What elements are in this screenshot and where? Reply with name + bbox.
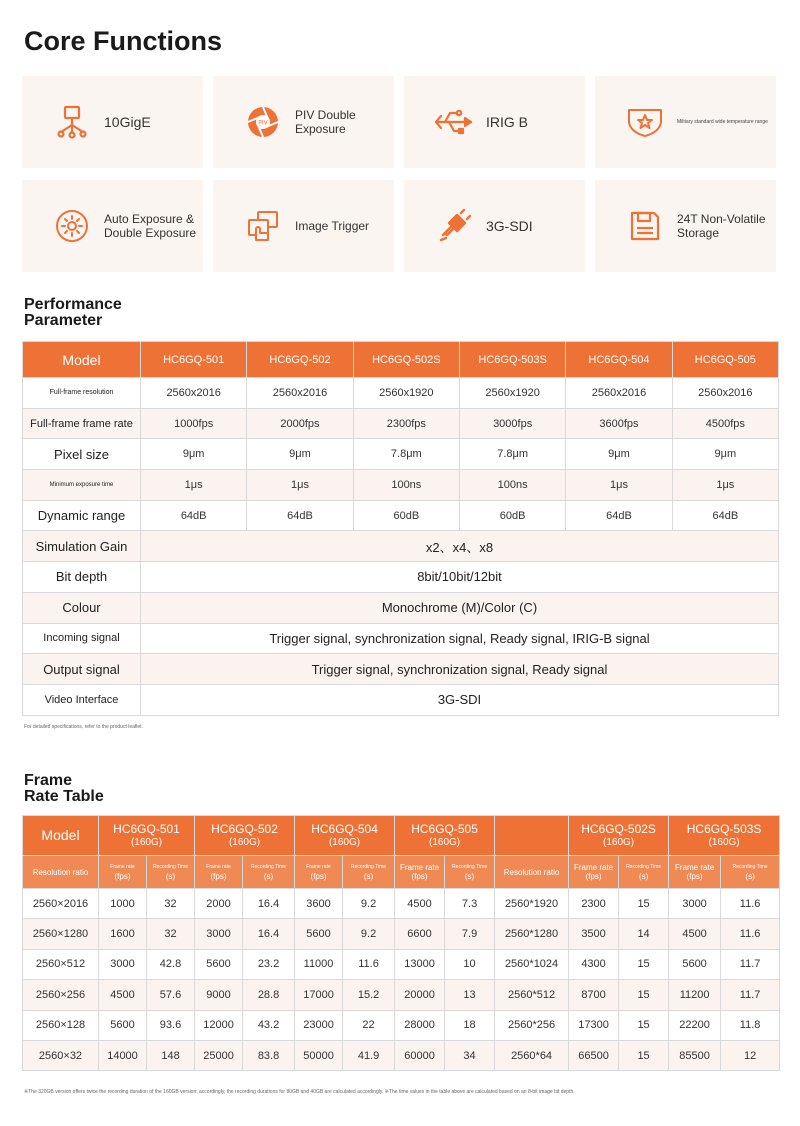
value-cell: 11.7 [721, 949, 780, 979]
fps-unit: (fps) [310, 872, 327, 881]
value-cell: 1μs [247, 470, 353, 501]
frame-rate-table [22, 815, 780, 1071]
fps-header [395, 856, 445, 889]
span-value-cell: 3G-SDI [141, 684, 779, 715]
performance-title-line1: Performance [24, 296, 122, 313]
value-cell: 2300 [569, 889, 619, 919]
value-cell: 12000 [195, 1010, 243, 1040]
fps-unit: (fps) [114, 872, 131, 881]
value-cell: 28000 [395, 1010, 445, 1040]
value-cell: 10 [445, 949, 495, 979]
core-functions-title: Core Functions [24, 26, 223, 56]
value-cell: 66500 [569, 1040, 619, 1070]
param-cell: Full-frame frame rate [23, 408, 141, 439]
model-capacity: (160G) [328, 836, 361, 848]
feature-label: Image Trigger [295, 219, 370, 233]
value-cell: 25000 [195, 1040, 243, 1070]
value-cell: 22 [343, 1010, 395, 1040]
model-capacity: (160G) [130, 836, 163, 848]
fps-unit: (fps) [411, 872, 428, 881]
storage-icon [625, 206, 665, 246]
value-cell: 2000 [195, 889, 243, 919]
value-cell: 3000fps [459, 408, 565, 439]
feature-label: PIV Double Exposure [295, 108, 356, 136]
resolution-cell: 2560×1280 [23, 919, 99, 949]
feature-label: 10GigE [104, 114, 151, 130]
value-cell: 2560x2016 [566, 378, 672, 409]
fps-header [569, 856, 619, 889]
value-cell: 4500 [669, 919, 721, 949]
value-cell: 15 [619, 1040, 669, 1070]
value-cell: 1000 [99, 889, 147, 919]
model-cell [99, 816, 195, 856]
value-cell: 1μs [566, 470, 672, 501]
model-cell [195, 816, 295, 856]
value-cell: 4500 [99, 980, 147, 1010]
fps-label: Frame rate [675, 863, 715, 872]
value-cell: 4300 [569, 949, 619, 979]
feature-label: Auto Exposure & Double Exposure [104, 212, 197, 240]
value-cell: 41.9 [343, 1040, 395, 1070]
rec-header [147, 856, 195, 889]
fps-label: Frame rate [206, 864, 231, 870]
resolution-cell: 2560*1024 [495, 949, 569, 979]
param-cell: Pixel size [23, 439, 141, 470]
rec-header [243, 856, 295, 889]
resolution-cell: 2560×32 [23, 1040, 99, 1070]
value-cell: 3500 [569, 919, 619, 949]
value-cell: 5600 [669, 949, 721, 979]
frame-rate-model-row [23, 816, 780, 856]
value-cell: 22200 [669, 1010, 721, 1040]
feature-card-10gige [22, 76, 203, 168]
value-cell: 1000fps [141, 408, 247, 439]
model-cell: HC6GQ-505 [672, 342, 778, 378]
table-row [23, 470, 779, 501]
value-cell: 34 [445, 1040, 495, 1070]
param-cell: Minimum exposure time [23, 470, 141, 501]
span-value-cell: Trigger signal, synchronization signal, Ready signal [141, 654, 779, 685]
value-cell: 11.6 [343, 949, 395, 979]
value-cell: 9μm [247, 439, 353, 470]
value-cell: 11000 [295, 949, 343, 979]
value-cell: 5600 [195, 949, 243, 979]
value-cell: 3600 [295, 889, 343, 919]
model-name: HC6GQ-504 [311, 821, 378, 836]
feature-card-storage [595, 180, 776, 272]
fps-header [99, 856, 147, 889]
value-cell: 7.8μm [459, 439, 565, 470]
rec-header [721, 856, 780, 889]
fps-header [195, 856, 243, 889]
performance-title-line2: Parameter [24, 312, 103, 329]
value-cell: 17300 [569, 1010, 619, 1040]
table-row [23, 980, 780, 1010]
frame-rate-title-line2: Rate Table [24, 788, 104, 805]
sun-icon [52, 206, 92, 246]
model-header: Model [23, 816, 99, 856]
rec-header [343, 856, 395, 889]
param-cell: Simulation Gain [23, 531, 141, 562]
value-cell: 32 [147, 889, 195, 919]
resolution-cell: 2560×512 [23, 949, 99, 979]
rec-label: Recording Time [251, 864, 287, 870]
value-cell: 14000 [99, 1040, 147, 1070]
empty-header-cell [495, 816, 569, 856]
trigger-icon [243, 206, 283, 246]
fps-unit: (fps) [210, 872, 227, 881]
value-cell: 9μm [566, 439, 672, 470]
value-cell: 11200 [669, 980, 721, 1010]
plug-icon [434, 206, 474, 246]
resolution-cell: 2560*512 [495, 980, 569, 1010]
model-cell: HC6GQ-501 [141, 342, 247, 378]
model-header: Model [23, 342, 141, 378]
value-cell: 3000 [195, 919, 243, 949]
performance-note: For detailed specifications, refer to the product leaflet. [24, 724, 143, 730]
table-row [23, 654, 779, 685]
rec-label: Recording Time [351, 864, 387, 870]
value-cell: 50000 [295, 1040, 343, 1070]
value-cell: 64dB [566, 500, 672, 531]
value-cell: 148 [147, 1040, 195, 1070]
model-cell: HC6GQ-502S [353, 342, 459, 378]
shield-star-icon [625, 102, 665, 142]
value-cell: 1μs [141, 470, 247, 501]
value-cell: 7.3 [445, 889, 495, 919]
span-value-cell: Monochrome (M)/Color (C) [141, 592, 779, 623]
rec-unit: (s) [638, 872, 649, 881]
value-cell: 3000 [669, 889, 721, 919]
resolution-cell: 2560*1280 [495, 919, 569, 949]
aperture-icon [243, 102, 283, 142]
table-row [23, 562, 779, 593]
value-cell: 6600 [395, 919, 445, 949]
performance-table [22, 341, 779, 716]
feature-card-auto-exposure [22, 180, 203, 272]
table-row [23, 439, 779, 470]
model-cell: HC6GQ-503S [459, 342, 565, 378]
value-cell: 16.4 [243, 889, 295, 919]
value-cell: 64dB [672, 500, 778, 531]
span-value-cell: 8bit/10bit/12bit [141, 562, 779, 593]
param-cell: Dynamic range [23, 500, 141, 531]
value-cell: 2300fps [353, 408, 459, 439]
model-capacity: (160G) [708, 836, 740, 848]
value-cell: 16.4 [243, 919, 295, 949]
feature-label: 3G-SDI [486, 218, 533, 234]
value-cell: 1μs [672, 470, 778, 501]
value-cell: 18 [445, 1010, 495, 1040]
value-cell: 11.7 [721, 980, 780, 1010]
param-cell: Colour [23, 592, 141, 623]
value-cell: 100ns [459, 470, 565, 501]
rec-unit: (s) [263, 872, 274, 881]
model-name: HC6GQ-501 [113, 821, 180, 836]
value-cell: 9.2 [343, 919, 395, 949]
feature-label: 24T Non-Volatile Storage [677, 212, 766, 240]
table-row [23, 1010, 780, 1040]
value-cell: 100ns [353, 470, 459, 501]
param-cell: Bit depth [23, 562, 141, 593]
fps-header [669, 856, 721, 889]
value-cell: 2560x1920 [353, 378, 459, 409]
value-cell: 9.2 [343, 889, 395, 919]
value-cell: 42.8 [147, 949, 195, 979]
model-cell: HC6GQ-504 [566, 342, 672, 378]
value-cell: 12 [721, 1040, 780, 1070]
model-cell [669, 816, 780, 856]
feature-label: Military standard wide temperature range [677, 118, 768, 125]
model-name: HC6GQ-502S [581, 821, 656, 836]
value-cell: 2000fps [247, 408, 353, 439]
feature-card-3g-sdi [404, 180, 585, 272]
model-cell [569, 816, 669, 856]
value-cell: 2560x2016 [141, 378, 247, 409]
fps-label: Frame rate [306, 864, 331, 870]
rec-label: Recording Time [626, 864, 662, 870]
value-cell: 15 [619, 1010, 669, 1040]
value-cell: 8700 [569, 980, 619, 1010]
frame-rate-subheader-row [23, 856, 780, 889]
value-cell: 2560x2016 [247, 378, 353, 409]
span-value-cell: x2、x4、x8 [141, 531, 779, 562]
table-row [23, 408, 779, 439]
value-cell: 28.8 [243, 980, 295, 1010]
value-cell: 60dB [353, 500, 459, 531]
value-cell: 9μm [672, 439, 778, 470]
value-cell: 15 [619, 980, 669, 1010]
model-capacity: (160G) [603, 836, 635, 848]
fps-header [295, 856, 343, 889]
param-cell: Full-frame resolution [23, 378, 141, 409]
value-cell: 5600 [99, 1010, 147, 1040]
value-cell: 2560x1920 [459, 378, 565, 409]
table-row [23, 1040, 780, 1070]
value-cell: 4500fps [672, 408, 778, 439]
value-cell: 13 [445, 980, 495, 1010]
value-cell: 13000 [395, 949, 445, 979]
value-cell: 14 [619, 919, 669, 949]
value-cell: 43.2 [243, 1010, 295, 1040]
value-cell: 3000 [99, 949, 147, 979]
rec-header [445, 856, 495, 889]
value-cell: 11.6 [721, 889, 780, 919]
value-cell: 11.6 [721, 919, 780, 949]
value-cell: 23000 [295, 1010, 343, 1040]
fps-label: Frame rate [110, 864, 135, 870]
resolution-cell: 2560×128 [23, 1010, 99, 1040]
value-cell: 64dB [247, 500, 353, 531]
value-cell: 2560x2016 [672, 378, 778, 409]
param-cell: Video Interface [23, 684, 141, 715]
table-row [23, 531, 779, 562]
value-cell: 60dB [459, 500, 565, 531]
value-cell: 93.6 [147, 1010, 195, 1040]
fps-unit: (fps) [585, 872, 602, 881]
value-cell: 5600 [295, 919, 343, 949]
rec-label: Recording Time [153, 864, 189, 870]
model-name: HC6GQ-503S [686, 821, 762, 836]
frame-rate-note: ※The 320GB version offers twice the recording duration of the 160GB version; accordingly, the recording durations for 80GB and 40GB are calculated accordingly. ※The time values in the table above are calculated based on an 8-bit image bit depth. [24, 1089, 575, 1095]
value-cell: 15.2 [343, 980, 395, 1010]
network-icon [52, 102, 92, 142]
rec-label: Recording Time [452, 864, 488, 870]
fps-unit: (fps) [686, 872, 703, 881]
model-cell: HC6GQ-502 [247, 342, 353, 378]
model-capacity: (160G) [228, 836, 261, 848]
value-cell: 9μm [141, 439, 247, 470]
resolution-header: Resolution ratio [23, 856, 99, 889]
performance-header-row [23, 342, 779, 378]
frame-rate-title-line1: Frame [24, 772, 73, 789]
model-name: HC6GQ-502 [211, 821, 278, 836]
fps-label: Frame rate [399, 863, 440, 872]
value-cell: 17000 [295, 980, 343, 1010]
resolution-cell: 2560*256 [495, 1010, 569, 1040]
rec-label: Recording Time [732, 864, 768, 870]
resolution-cell: 2560×2016 [23, 889, 99, 919]
table-row [23, 592, 779, 623]
rec-unit: (s) [165, 872, 176, 881]
table-row [23, 684, 779, 715]
resolution-cell: 2560×256 [23, 980, 99, 1010]
performance-title [24, 297, 122, 329]
rec-header [619, 856, 669, 889]
table-row [23, 378, 779, 409]
resolution-cell: 2560*64 [495, 1040, 569, 1070]
value-cell: 11.8 [721, 1010, 780, 1040]
value-cell: 20000 [395, 980, 445, 1010]
value-cell: 1600 [99, 919, 147, 949]
value-cell: 3600fps [566, 408, 672, 439]
value-cell: 23.2 [243, 949, 295, 979]
value-cell: 15 [619, 889, 669, 919]
param-cell: Incoming signal [23, 623, 141, 654]
value-cell: 60000 [395, 1040, 445, 1070]
rec-unit: (s) [363, 872, 374, 881]
table-row [23, 623, 779, 654]
feature-label: IRIG B [486, 114, 529, 130]
feature-card-military [595, 76, 776, 168]
model-cell [395, 816, 495, 856]
param-cell: Output signal [23, 654, 141, 685]
fps-label: Frame rate [574, 863, 614, 872]
value-cell: 64dB [141, 500, 247, 531]
value-cell: 85500 [669, 1040, 721, 1070]
rec-unit: (s) [745, 872, 755, 881]
table-row [23, 500, 779, 531]
value-cell: 57.6 [147, 980, 195, 1010]
model-cell [295, 816, 395, 856]
feature-card-piv [213, 76, 394, 168]
value-cell: 15 [619, 949, 669, 979]
svg-text:PIV: PIV [258, 119, 268, 127]
table-row [23, 949, 780, 979]
value-cell: 7.9 [445, 919, 495, 949]
rec-unit: (s) [464, 872, 475, 881]
model-capacity: (160G) [428, 836, 461, 848]
feature-card-irig [404, 76, 585, 168]
value-cell: 4500 [395, 889, 445, 919]
model-name: HC6GQ-505 [411, 821, 478, 836]
frame-rate-title [24, 773, 104, 805]
span-value-cell: Trigger signal, synchronization signal, Ready signal, IRIG-B signal [141, 623, 779, 654]
table-row [23, 889, 780, 919]
table-row [23, 919, 780, 949]
feature-card-image-trigger [213, 180, 394, 272]
usb-icon [434, 102, 474, 142]
value-cell: 7.8μm [353, 439, 459, 470]
resolution-header: Resolution ratio [495, 856, 569, 889]
value-cell: 32 [147, 919, 195, 949]
feature-grid [22, 76, 778, 272]
resolution-cell: 2560*1920 [495, 889, 569, 919]
value-cell: 9000 [195, 980, 243, 1010]
value-cell: 83.8 [243, 1040, 295, 1070]
